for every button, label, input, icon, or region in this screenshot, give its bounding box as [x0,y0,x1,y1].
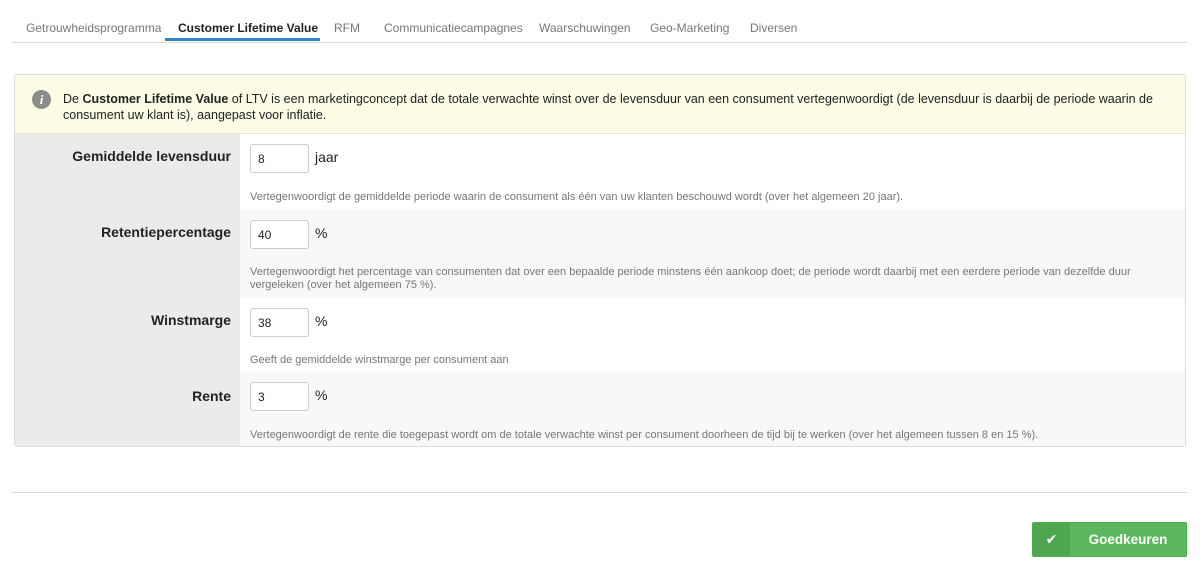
info-text [63,91,1163,123]
winstmarge-help: Geeft de gemiddelde winstmarge per consument aan [250,354,509,366]
field-row-winstmarge [15,298,1185,372]
field-label-rente: Rente [192,388,231,404]
tab-getrouwheidsprogramma[interactable]: Getrouwheidsprogramma [26,21,162,35]
field-label-levensduur: Gemiddelde levensduur [72,148,231,164]
rente-input[interactable] [250,382,309,411]
winstmarge-input[interactable] [250,308,309,337]
tab-waarschuwingen[interactable]: Waarschuwingen [539,21,631,35]
field-area-levensduur [240,134,1185,210]
field-area-winstmarge [240,298,1185,372]
info-icon: i [32,90,51,109]
levensduur-unit: jaar [315,149,339,165]
tab-geo-marketing[interactable]: Geo-Marketing [650,21,730,35]
approve-button[interactable] [1032,522,1187,557]
approve-button-label: Goedkeuren [1088,532,1168,547]
tab-communicatiecampagnes[interactable]: Communicatiecampagnes [384,21,523,35]
info-text-bold: Customer Lifetime Value [82,92,229,106]
winstmarge-unit: % [315,313,328,329]
active-tab-indicator [165,38,320,41]
tab-diversen[interactable]: Diversen [750,21,798,35]
rente-unit: % [315,387,328,403]
field-area-rente [240,372,1185,447]
field-row-retentie [15,210,1185,298]
rente-help: Vertegenwoordigt de rente die toegepast wordt om de totale verwachte winst per consument doorheen de tijd bij te werken (over het algemeen tussen 8 en 15 %). [250,429,1039,441]
levensduur-input[interactable] [250,144,309,173]
info-text-suffix: of LTV is een marketingconcept dat de totale verwachte winst over de levensduur van een consument vertegenwoordigt (de levensduur is daarbij de periode waarin de consument uw klant is), aangepast voor inflatie. [63,92,1153,122]
levensduur-help: Vertegenwoordigt de gemiddelde periode waarin de consument als één van uw klanten beschouwd wordt (over het algemeen 20 jaar). [250,191,904,203]
field-label-retentie: Retentiepercentage [101,224,231,240]
field-row-rente [15,372,1185,447]
info-text-prefix: De [63,92,83,106]
retentie-unit: % [315,225,328,241]
info-banner [15,75,1185,134]
retentie-input[interactable] [250,220,309,249]
check-icon: ✔ [1033,523,1070,556]
retentie-help: Vertegenwoordigt het percentage van consumenten dat over een bepaalde periode minstens één aankoop doet; de periode wordt daarbij met een eerdere periode van dezelfde duur vergeleken (over het algemeen 75 %). [250,266,1131,291]
field-label-winstmarge: Winstmarge [150,312,231,328]
field-row-levensduur [15,134,1185,210]
field-area-retentie [240,210,1185,298]
tab-customer-lifetime-value[interactable]: Customer Lifetime Value [178,21,319,35]
tab-bar [12,0,1187,43]
footer-divider [12,492,1187,493]
tab-rfm[interactable]: RFM [334,21,360,35]
clv-settings-panel [14,74,1186,447]
